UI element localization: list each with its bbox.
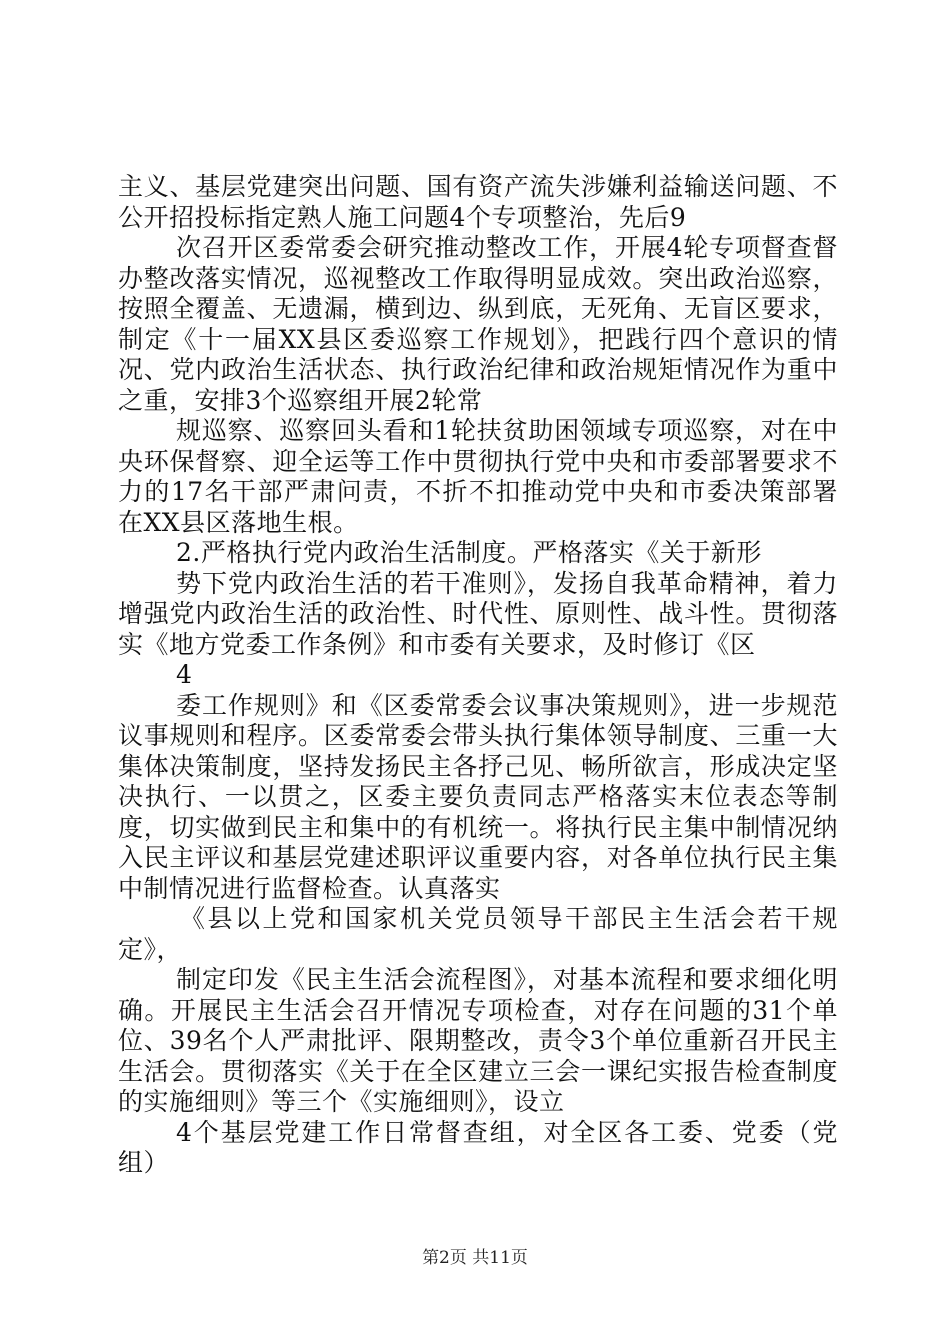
paragraph: 主义、基层党建突出问题、国有资产流失涉嫌利益输送问题、不公开招投标指定熟人施工问题4个专项整治，先后9 [118, 172, 838, 232]
document-body [118, 172, 838, 1179]
paragraph: 2.严格执行党内政治生活制度。严格落实《关于新形 [176, 538, 762, 567]
paragraph: 势下党内政治生活的若干准则》，发扬自我革命精神，着力增强党内政治生活的政治性、时代性、原则性、战斗性。贯彻落实《地方党委工作条例》和市委有关要求，及时修订《区 [118, 568, 838, 659]
paragraph: 4 [176, 660, 193, 689]
paragraph: 制定印发《民主生活会流程图》，对基本流程和要求细化明确。开展民主生活会召开情况专项检查，对存在问题的31个单位、39名个人严肃批评、限期整改，责令3个单位重新召开民主生活会。贯彻落实《关于在全区建立三会一课纪实报告检查制度的实施细则》等三个《实施细则》，设立 [118, 965, 838, 1116]
paragraph: 委工作规则》和《区委常委会议事决策规则》，进一步规范议事规则和程序。区委常委会带头执行集体领导制度、三重一大集体决策制度，坚持发扬民主各抒己见、畅所欲言，形成决定坚决执行、一以贯之，区委主要负责同志严格落实末位表态等制度，切实做到民主和集中的有机统一。将执行民主集中制情况纳入民主评议和基层党建述职评议重要内容，对各单位执行民主集中制情况进行监督检查。认真落实 [118, 690, 838, 903]
paragraph: 《县以上党和国家机关党员领导干部民主生活会若干规定》， [118, 904, 838, 964]
paragraph: 次召开区委常委会研究推动整改工作，开展4轮专项督查督办整改落实情况，巡视整改工作取得明显成效。突出政治巡察，按照全覆盖、无遗漏，横到边、纵到底，无死角、无盲区要求，制定《十一届XX县区委巡察工作规划》，把践行四个意识的情况、党内政治生活状态、执行政治纪律和政治规矩情况作为重中之重，安排3个巡察组开展2轮常 [118, 233, 838, 415]
paragraph: 4个基层党建工作日常督查组，对全区各工委、党委（党组） [118, 1117, 838, 1177]
paragraph: 规巡察、巡察回头看和1轮扶贫助困领域专项巡察，对在中央环保督察、迎全运等工作中贯彻执行党中央和市委部署要求不力的17名干部严肃问责，不折不扣推动党中央和市委决策部署在XX县区落地生根。 [118, 416, 838, 537]
page-footer [0, 1243, 950, 1268]
page-number-label: 第2页 共11页 [422, 1248, 528, 1268]
